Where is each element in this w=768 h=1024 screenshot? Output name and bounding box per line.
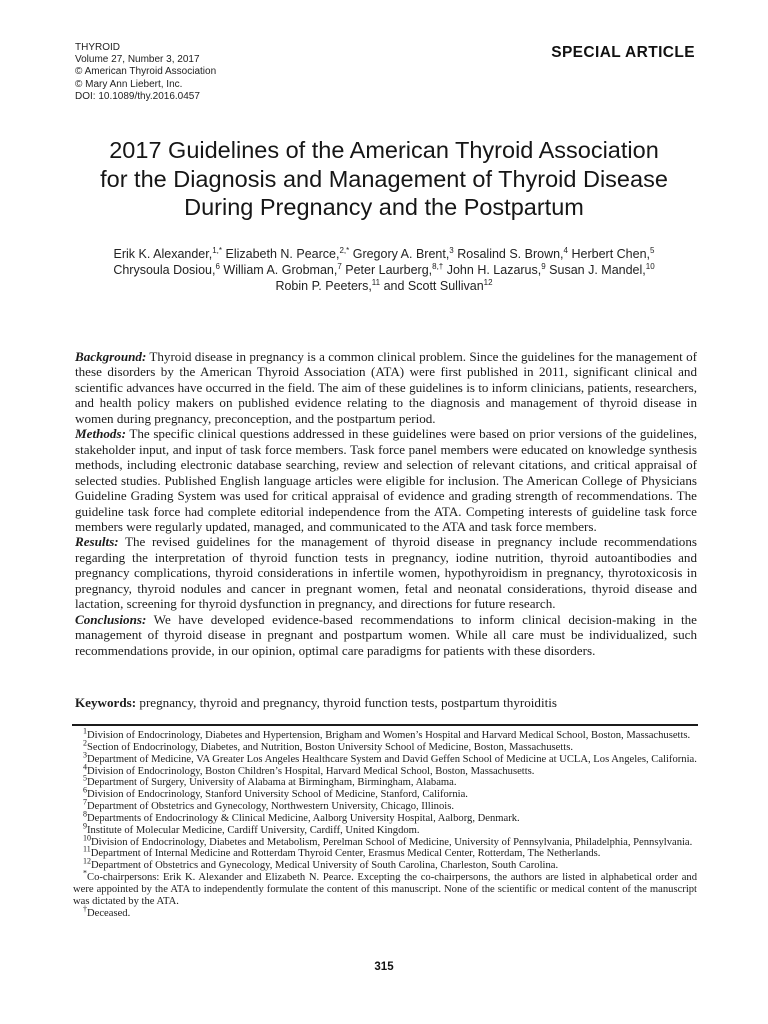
journal-copyright-publisher: © Mary Ann Liebert, Inc. <box>75 78 183 90</box>
author-name: Robin P. Peeters, <box>275 278 372 293</box>
author-affiliation-superscript: 12 <box>483 277 493 287</box>
abstract-section-label: Results: <box>75 534 119 550</box>
author-affiliation-superscript: 10 <box>645 261 655 271</box>
footnote-6: $^6$Division of Endocrinology, Stanford University School of Medicine, Stanford, California. <box>83 785 468 801</box>
footnote-marker: 6 <box>83 785 87 795</box>
footnote-marker: 2 <box>83 738 87 748</box>
author-affiliation-superscript: 1,* <box>212 245 222 255</box>
author-affiliation-superscript: 8,† <box>432 261 444 271</box>
footnote-marker: 3 <box>83 750 87 760</box>
footnote-marker: 7 <box>83 797 87 807</box>
author-line-2 <box>0 263 768 279</box>
footnote-marker: 1 <box>83 726 87 736</box>
footnote-5: $^5$Department of Surgery, University of Alabama at Birmingham, Birmingham, Alabama. <box>83 773 457 789</box>
journal-name: THYROID <box>75 42 120 53</box>
author-name: Erik K. Alexander, <box>113 247 213 261</box>
footnote-3: $^3$Department of Medicine, VA Greater Los Angeles Healthcare System and David Geffen School of Medicine at UCLA, Los Angeles, California. <box>83 750 697 765</box>
author-affiliation-superscript: 7 <box>337 261 342 271</box>
author-name: John H. Lazarus, <box>446 262 542 277</box>
author-line-3 <box>0 279 768 295</box>
article-title <box>0 136 768 222</box>
article-title-line-1: 2017 Guidelines of the American Thyroid Association <box>109 137 659 163</box>
footnote-8: $^8$Departments of Endocrinology & Clinical Medicine, Aalborg University Hospital, Aalborg, Denmark. <box>83 809 520 824</box>
author-name: William A. Grobman, <box>223 262 338 277</box>
keywords-label: Keywords: <box>75 695 137 710</box>
keywords-line <box>75 695 697 710</box>
footnote-marker: 4 <box>83 762 87 771</box>
author-name: Rosalind S. Brown, <box>457 247 564 261</box>
author-name: and Scott Sullivan <box>383 278 484 293</box>
footnote-7: $^7$Department of Obstetrics and Gynecology, Northwestern University, Chicago, Illinois. <box>83 797 454 813</box>
abstract-section-background: Background: Thyroid disease in pregnancy is a common clinical problem. Since the guidelines for the management of these disorders by the American Thyroid Association (ATA) were first published in 2011, significant clinical and scientific advances have occurred in the field. The aim of these guidelines is to inform clinicians, patients, researchers, and health policy makers on published evidence relating to the diagnosis and management of thyroid disease in women during pregnancy, preconception, and the postpartum period. <box>75 349 697 426</box>
footnote-*: *Co-chairpersons: Erik K. Alexander and Elizabeth N. Pearce. Excepting the co-chairpersons, the authors are listed in alphabetical order and were appointed by the ATA to independently formulate the content of this manuscript. None of the scientific or medical content of the manuscript was dictated by the ATA. <box>73 868 697 907</box>
footnote-4: $^4$Division of Endocrinology, Boston Children’s Hospital, Harvard Medical School, Boston, Massachusetts. <box>83 762 535 777</box>
journal-copyright-ata: © American Thyroid Association <box>75 66 217 78</box>
footnote-†: †Deceased. <box>83 904 131 919</box>
author-affiliation-superscript: 3 <box>449 245 454 255</box>
footnote-9: $^9$Institute of Molecular Medicine, Cardiff University, Cardiff, United Kingdom. <box>83 821 420 836</box>
footnote-marker: * <box>83 868 87 878</box>
footnote-marker: 8 <box>83 809 87 819</box>
footnote-marker: 9 <box>83 821 87 831</box>
author-affiliation-superscript: 2,* <box>339 245 350 255</box>
keywords-text: pregnancy, thyroid and pregnancy, thyroid function tests, postpartum thyroiditis <box>139 695 557 710</box>
page-number: 315 <box>374 961 394 973</box>
journal-volume: Volume 27, Number 3, 2017 <box>75 54 200 66</box>
author-line-1 <box>0 247 768 263</box>
footnote-1: $^1$Division of Endocrinology, Diabetes and Hypertension, Brigham and Women’s Hospital and Harvard Medical School, Boston, Massachusetts. <box>83 726 691 741</box>
abstract-section-label: Background: <box>75 349 147 364</box>
footnote-11: $^{11}$Department of Internal Medicine and Rotterdam Thyroid Center, Erasmus Medical Center, Rotterdam, The Netherlands. <box>83 844 601 860</box>
abstract-section-methods: Methods: The specific clinical questions addressed in these guidelines were based on prior versions of the guidelines, stakeholder input, and input of task force members. Task force panel members were educated on knowledge synthesis methods, including electronic database searching, review and selection of relevant citations, and critical appraisal of selected studies. Published English language articles were eligible for inclusion. The American College of Physicians Guideline Grading System was used for critical appraisal of evidence and grading strength of recommendations. The guideline task force had complete editorial independence from the ATA. Competing interests of guideline task force members were regularly updated, managed, and communicated to the ATA and task force members. <box>75 426 697 534</box>
abstract <box>75 349 697 658</box>
footnote-divider-rule <box>72 724 698 726</box>
author-affiliation-superscript: 5 <box>650 245 655 255</box>
author-affiliation-superscript: 4 <box>563 245 568 255</box>
author-affiliation-superscript: 6 <box>215 261 220 271</box>
footnote-marker: 11 <box>83 844 91 854</box>
author-name: Herbert Chen, <box>571 247 650 261</box>
article-title-line-3: During Pregnancy and the Postpartum <box>184 194 584 220</box>
article-type-label: SPECIAL ARTICLE <box>551 44 695 61</box>
footnote-12: $^{12}$Department of Obstetrics and Gynecology, Medical University of South Carolina, Charleston, South Carolina. <box>83 856 559 872</box>
abstract-section-results: Results: The revised guidelines for the management of thyroid disease in pregnancy include recommendations regarding the interpretation of thyroid function tests in pregnancy, iodine nutrition, thyroid autoantibodies and pregnancy complications, thyroid considerations in infertile women, hypothyroidism in pregnancy, thyrotoxicosis in pregnancy, thyroid nodules and cancer in pregnant women, fetal and neonatal considerations, thyroid disease and lactation, screening for thyroid dysfunction in pregnancy, and directions for future research. <box>75 534 697 612</box>
article-title-line-2: for the Diagnosis and Management of Thyroid Disease <box>100 165 668 192</box>
abstract-section-label: Conclusions: <box>75 611 147 627</box>
author-name: Susan J. Mandel, <box>549 262 646 277</box>
journal-masthead <box>75 42 216 103</box>
footnote-marker: 12 <box>83 856 91 866</box>
author-name: Gregory A. Brent, <box>352 247 450 261</box>
author-name: Peter Laurberg, <box>345 262 433 277</box>
author-affiliation-superscript: 11 <box>371 277 381 287</box>
footnote-marker: 5 <box>83 773 87 783</box>
journal-doi: DOI: 10.1089/thy.2016.0457 <box>75 90 200 102</box>
footnote-10: $^{10}$Division of Endocrinology, Diabetes and Metabolism, Perelman School of Medicine, University of Pennsylvania, Philadelphia, Pennsylvania. <box>83 833 693 848</box>
footnote-marker: 10 <box>83 833 91 843</box>
author-name: Elizabeth N. Pearce, <box>225 247 340 261</box>
abstract-section-conclusions: Conclusions: We have developed evidence-based recommendations to inform clinical decision-making in the management of thyroid disease in pregnant and postpartum women. While all care must be individualized, such recommendations provide, in our opinion, optimal care paradigms for patients with these disorders. <box>75 611 697 658</box>
footnote-2: $^2$Section of Endocrinology, Diabetes, and Nutrition, Boston University School of Medicine, Boston, Massachusetts. <box>83 738 573 753</box>
abstract-section-label: Methods: <box>75 426 126 442</box>
author-affiliation-superscript: 9 <box>541 261 546 271</box>
footnote-marker: † <box>83 904 87 914</box>
author-list <box>0 247 768 294</box>
footnotes <box>73 726 697 920</box>
author-name: Chrysoula Dosiou, <box>113 262 216 277</box>
